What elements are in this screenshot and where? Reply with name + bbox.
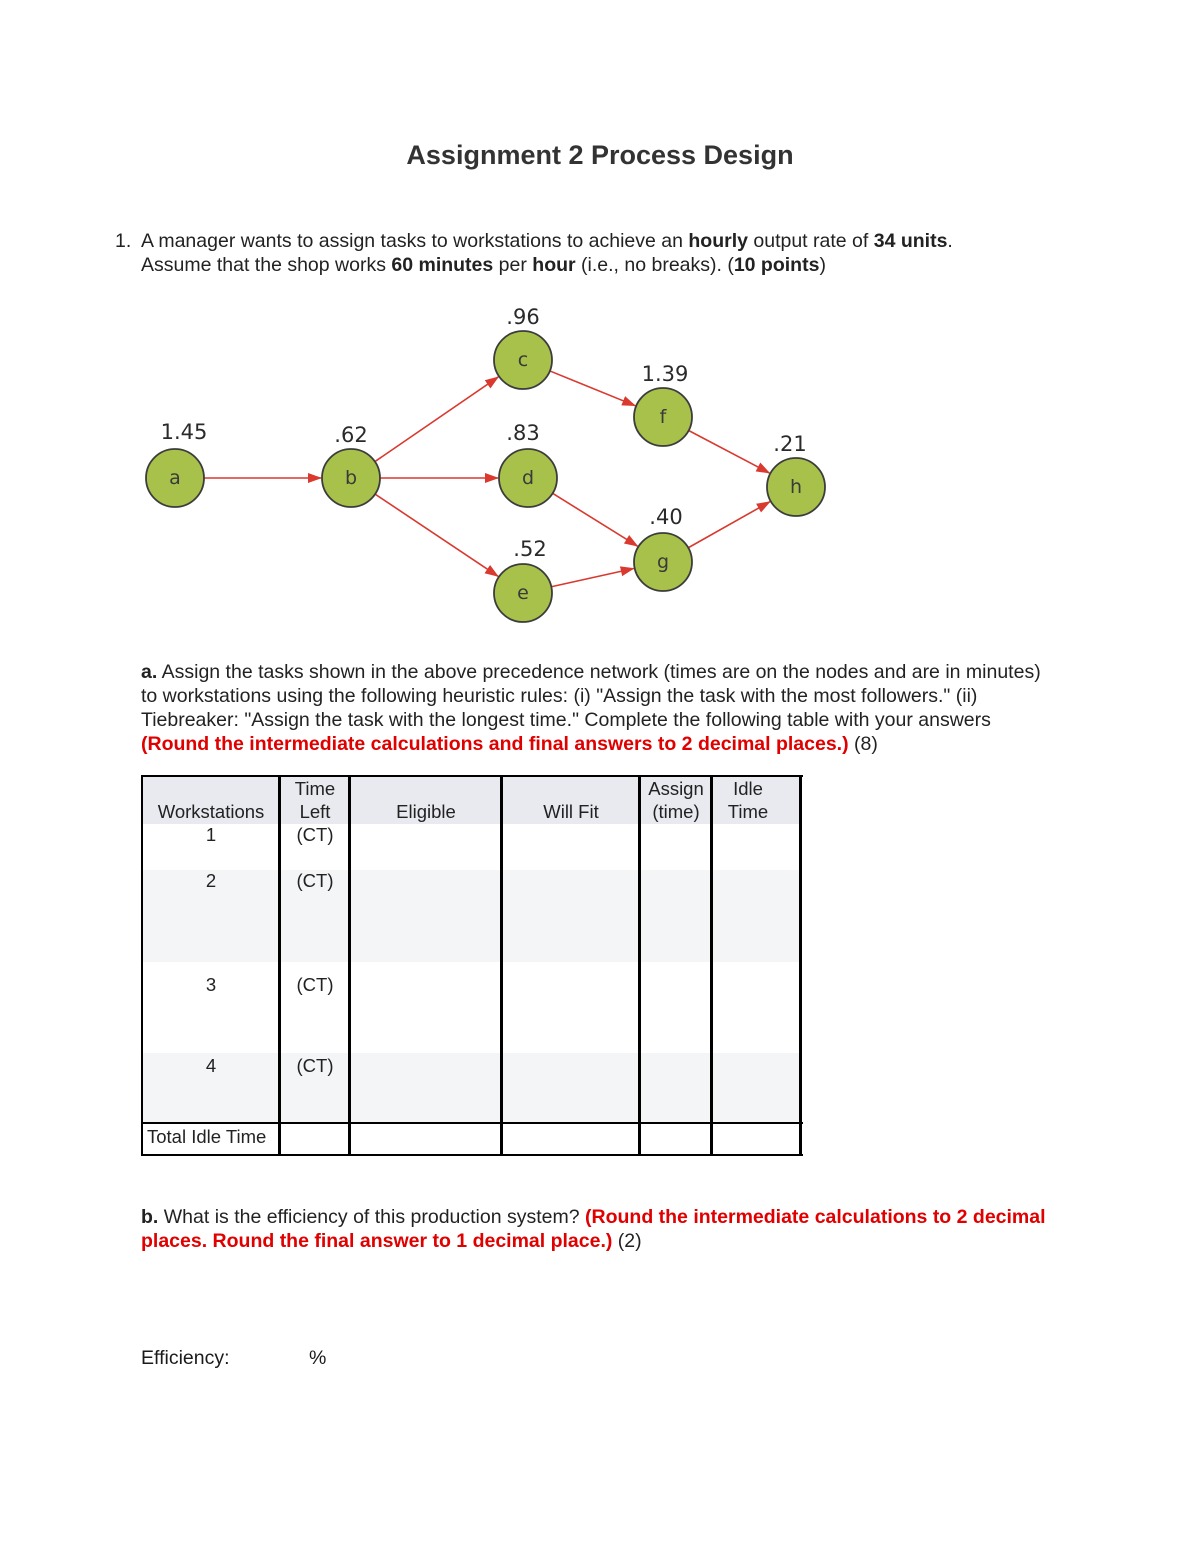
idle-time-answer-area[interactable]: [713, 824, 799, 1122]
edge-f-h: [689, 431, 770, 474]
question-1-line-1: A manager wants to assign tasks to workstations to achieve an hourly output rate of 34 units.: [141, 230, 953, 252]
question-b: [141, 1205, 1061, 1253]
row-4-station: 4: [205, 1055, 217, 1076]
header-will-fit: Will Fit: [543, 801, 599, 822]
efficiency-label: Efficiency:: [141, 1347, 230, 1369]
question-a-text: Assign the tasks shown in the above precedence network (times are on the nodes and are in minutes) to workstations using the following heuristic rules: (i) "Assign the task with the most followers." (ii) Tiebreaker: "Assign the task with the longest time." Complete the following table with your answers: [141, 661, 1041, 731]
question-1-line-2: Assume that the shop works 60 minutes per hour (i.e., no breaks). (10 points): [141, 254, 826, 276]
header-eligible: Eligible: [396, 801, 456, 822]
table-divider-3: [500, 775, 503, 1156]
question-b-rounding-note: (Round the intermediate calculations to 2 decimal places. Round the final answer to 1 decimal place.): [141, 1206, 1046, 1252]
question-b-text: What is the efficiency of this production system?: [158, 1206, 586, 1228]
header-assign-line2: (time): [652, 801, 700, 822]
table-border-left: [141, 775, 143, 1156]
table-divider-5: [710, 775, 713, 1156]
header-idle-line2: Time: [727, 801, 769, 822]
eligible-answer-area[interactable]: [351, 824, 501, 1122]
node-d-time: .83: [506, 421, 540, 445]
row-1-station: 1: [205, 824, 217, 845]
node-c-letter: c: [517, 349, 529, 371]
edge-g-h: [688, 502, 770, 548]
question-a-points: (8): [848, 733, 878, 755]
assignment-table: [141, 775, 803, 1157]
edge-b-c: [375, 377, 498, 462]
row-4-time-left: (CT): [296, 1055, 334, 1076]
edge-d-g: [553, 493, 638, 546]
total-idle-time-label: Total Idle Time: [147, 1126, 267, 1147]
node-e-time: .52: [513, 537, 547, 561]
question-b-points: (2): [612, 1230, 642, 1252]
node-e-letter: e: [517, 582, 529, 604]
node-a-time: 1.45: [160, 420, 208, 444]
node-g-letter: g: [656, 551, 670, 573]
node-h-time: .21: [773, 432, 807, 456]
row-3-station: 3: [205, 974, 217, 995]
table-divider-1: [278, 775, 281, 1156]
node-f-letter: f: [659, 406, 667, 428]
table-divider-2: [348, 775, 351, 1156]
table-border-bottom: [141, 1154, 803, 1156]
page-title: Assignment 2 Process Design: [406, 140, 794, 170]
question-a-label: a.: [141, 661, 158, 683]
node-d-letter: d: [521, 467, 535, 489]
header-time-left-line2: Left: [299, 801, 331, 822]
node-f-time: 1.39: [641, 362, 689, 386]
question-a: [141, 660, 1061, 756]
table-total-divider: [141, 1122, 803, 1124]
efficiency-line: [141, 1347, 326, 1370]
question-b-label: b.: [141, 1206, 159, 1228]
total-idle-answer-row[interactable]: [281, 1124, 799, 1154]
header-assign-line1: Assign: [648, 778, 704, 799]
row-2-station: 2: [205, 870, 217, 891]
table-border-top: [141, 775, 803, 777]
header-time-left-line1: Time: [294, 778, 336, 799]
will-fit-answer-area[interactable]: [503, 824, 639, 1122]
assign-answer-area[interactable]: [641, 824, 711, 1122]
efficiency-unit: %: [309, 1347, 327, 1369]
node-c-time: .96: [506, 305, 540, 329]
edge-b-e: [375, 494, 498, 576]
edge-c-f: [550, 371, 635, 406]
precedence-network: [0, 0, 1200, 660]
row-2-time-left: (CT): [296, 870, 334, 891]
row-1-time-left: (CT): [296, 824, 334, 845]
row-3-time-left: (CT): [296, 974, 334, 995]
node-a-letter: a: [169, 467, 181, 489]
node-b-letter: b: [344, 467, 358, 489]
table-divider-4: [638, 775, 641, 1156]
node-h-letter: h: [789, 476, 803, 498]
table-border-right: [799, 775, 802, 1156]
edge-e-g: [551, 568, 633, 586]
question-number: 1.: [115, 230, 132, 252]
node-g-time: .40: [649, 505, 683, 529]
header-idle-line1: Idle: [733, 778, 763, 799]
header-workstations: Workstations: [157, 801, 265, 822]
node-b-time: .62: [334, 423, 368, 447]
question-a-rounding-note: (Round the intermediate calculations and final answers to 2 decimal places.): [141, 733, 849, 755]
